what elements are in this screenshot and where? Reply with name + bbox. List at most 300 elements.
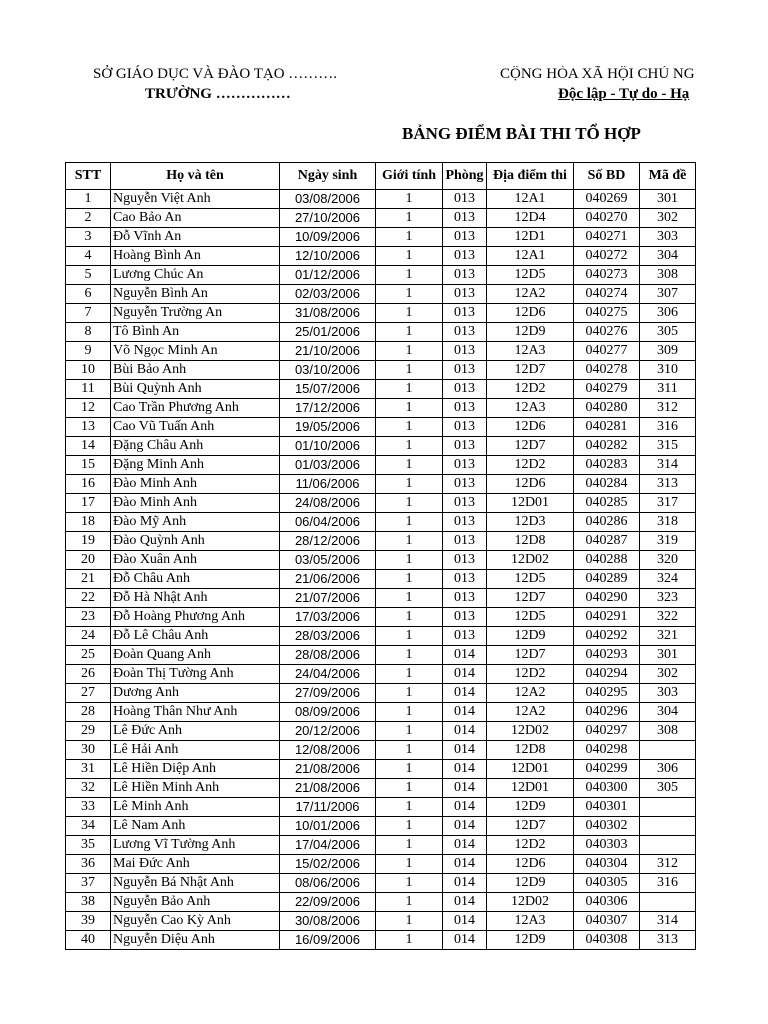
cell-dob: 17/11/2006: [280, 798, 376, 817]
cell-sbd: 040284: [574, 475, 640, 494]
cell-exam-code: 314: [640, 456, 696, 475]
score-table: [65, 162, 696, 950]
cell-name: Đỗ Hoàng Phương Anh: [111, 608, 280, 627]
table-row: [66, 266, 696, 285]
cell-exam-code: 305: [640, 779, 696, 798]
cell-sbd: 040291: [574, 608, 640, 627]
cell-room: 014: [443, 779, 487, 798]
table-row: [66, 684, 696, 703]
cell-stt: 31: [66, 760, 111, 779]
cell-gender: 1: [376, 266, 443, 285]
cell-name: Đỗ Vĩnh An: [111, 228, 280, 247]
page-title: BẢNG ĐIỂM BÀI THI TỔ HỢP: [402, 124, 641, 143]
table-row: [66, 285, 696, 304]
cell-location: 12A1: [487, 190, 574, 209]
cell-gender: 1: [376, 646, 443, 665]
col-header-room: Phòng: [443, 163, 487, 190]
table-row: [66, 722, 696, 741]
cell-dob: 21/08/2006: [280, 779, 376, 798]
cell-sbd: 040275: [574, 304, 640, 323]
cell-exam-code: 323: [640, 589, 696, 608]
cell-room: 013: [443, 266, 487, 285]
cell-dob: 10/01/2006: [280, 817, 376, 836]
cell-stt: 28: [66, 703, 111, 722]
cell-dob: 03/10/2006: [280, 361, 376, 380]
cell-room: 014: [443, 722, 487, 741]
cell-exam-code: 303: [640, 228, 696, 247]
cell-room: 013: [443, 342, 487, 361]
cell-location: 12D7: [487, 646, 574, 665]
cell-room: 014: [443, 741, 487, 760]
cell-stt: 22: [66, 589, 111, 608]
cell-gender: 1: [376, 285, 443, 304]
cell-room: 014: [443, 798, 487, 817]
cell-sbd: 040290: [574, 589, 640, 608]
table-row: [66, 817, 696, 836]
cell-stt: 27: [66, 684, 111, 703]
cell-sbd: 040294: [574, 665, 640, 684]
cell-name: Cao Vũ Tuấn Anh: [111, 418, 280, 437]
cell-location: 12A2: [487, 684, 574, 703]
cell-dob: 24/04/2006: [280, 665, 376, 684]
cell-location: 12D5: [487, 266, 574, 285]
cell-exam-code: 324: [640, 570, 696, 589]
cell-name: Mai Đức Anh: [111, 855, 280, 874]
table-body: [66, 190, 696, 950]
cell-room: 013: [443, 551, 487, 570]
cell-gender: 1: [376, 893, 443, 912]
cell-dob: 12/08/2006: [280, 741, 376, 760]
cell-name: Đỗ Hà Nhật Anh: [111, 589, 280, 608]
cell-location: 12D2: [487, 836, 574, 855]
cell-exam-code: 321: [640, 627, 696, 646]
cell-exam-code: 315: [640, 437, 696, 456]
cell-exam-code: 304: [640, 703, 696, 722]
table-row: [66, 418, 696, 437]
cell-gender: 1: [376, 361, 443, 380]
cell-room: 014: [443, 665, 487, 684]
cell-exam-code: 318: [640, 513, 696, 532]
cell-room: 013: [443, 323, 487, 342]
cell-name: Bùi Quỳnh Anh: [111, 380, 280, 399]
cell-exam-code: 314: [640, 912, 696, 931]
cell-stt: 25: [66, 646, 111, 665]
cell-sbd: 040287: [574, 532, 640, 551]
cell-location: 12D6: [487, 475, 574, 494]
cell-stt: 36: [66, 855, 111, 874]
cell-name: Nguyễn Bảo Anh: [111, 893, 280, 912]
cell-dob: 21/08/2006: [280, 760, 376, 779]
col-header-location: Địa điểm thi: [487, 163, 574, 190]
table-row: [66, 437, 696, 456]
cell-sbd: 040305: [574, 874, 640, 893]
cell-dob: 28/08/2006: [280, 646, 376, 665]
table-row: [66, 931, 696, 950]
cell-location: 12D6: [487, 418, 574, 437]
cell-sbd: 040286: [574, 513, 640, 532]
cell-dob: 17/12/2006: [280, 399, 376, 418]
table-row: [66, 456, 696, 475]
cell-exam-code: 311: [640, 380, 696, 399]
cell-stt: 33: [66, 798, 111, 817]
cell-dob: 03/08/2006: [280, 190, 376, 209]
cell-stt: 3: [66, 228, 111, 247]
cell-dob: 10/09/2006: [280, 228, 376, 247]
cell-location: 12D9: [487, 627, 574, 646]
cell-stt: 1: [66, 190, 111, 209]
republic-heading: CỘNG HÒA XÃ HỘI CHỦ NG: [500, 66, 695, 82]
cell-dob: 17/04/2006: [280, 836, 376, 855]
cell-exam-code: 312: [640, 399, 696, 418]
cell-room: 013: [443, 361, 487, 380]
cell-gender: 1: [376, 304, 443, 323]
cell-stt: 38: [66, 893, 111, 912]
table-row: [66, 361, 696, 380]
table-row: [66, 855, 696, 874]
cell-location: 12D1: [487, 228, 574, 247]
cell-name: Nguyễn Diệu Anh: [111, 931, 280, 950]
cell-room: 013: [443, 532, 487, 551]
col-header-exam-code: Mã đề: [640, 163, 696, 190]
cell-sbd: 040292: [574, 627, 640, 646]
cell-dob: 20/12/2006: [280, 722, 376, 741]
cell-exam-code: [640, 893, 696, 912]
cell-name: Đoàn Quang Anh: [111, 646, 280, 665]
col-header-dob: Ngày sinh: [280, 163, 376, 190]
cell-stt: 40: [66, 931, 111, 950]
cell-location: 12D2: [487, 380, 574, 399]
cell-location: 12D6: [487, 855, 574, 874]
table-row: [66, 228, 696, 247]
cell-sbd: 040272: [574, 247, 640, 266]
cell-stt: 39: [66, 912, 111, 931]
cell-exam-code: [640, 817, 696, 836]
col-header-stt: STT: [66, 163, 111, 190]
cell-dob: 22/09/2006: [280, 893, 376, 912]
table-row: [66, 551, 696, 570]
cell-room: 013: [443, 627, 487, 646]
cell-location: 12A3: [487, 912, 574, 931]
cell-room: 013: [443, 608, 487, 627]
cell-room: 014: [443, 912, 487, 931]
cell-name: Nguyễn Trường An: [111, 304, 280, 323]
table-row: [66, 513, 696, 532]
cell-stt: 5: [66, 266, 111, 285]
cell-location: 12D5: [487, 570, 574, 589]
cell-name: Đào Mỹ Anh: [111, 513, 280, 532]
cell-room: 013: [443, 209, 487, 228]
cell-name: Lê Hải Anh: [111, 741, 280, 760]
cell-room: 014: [443, 931, 487, 950]
table-row: [66, 741, 696, 760]
cell-gender: 1: [376, 798, 443, 817]
cell-location: 12A2: [487, 703, 574, 722]
cell-name: Dương Anh: [111, 684, 280, 703]
cell-dob: 30/08/2006: [280, 912, 376, 931]
cell-stt: 35: [66, 836, 111, 855]
cell-room: 013: [443, 304, 487, 323]
cell-gender: 1: [376, 380, 443, 399]
cell-exam-code: 306: [640, 304, 696, 323]
cell-gender: 1: [376, 684, 443, 703]
cell-room: 013: [443, 456, 487, 475]
cell-room: 013: [443, 247, 487, 266]
cell-name: Nguyễn Cao Kỳ Anh: [111, 912, 280, 931]
cell-room: 013: [443, 399, 487, 418]
cell-dob: 11/06/2006: [280, 475, 376, 494]
cell-gender: 1: [376, 399, 443, 418]
cell-name: Hoàng Thân Như Anh: [111, 703, 280, 722]
cell-stt: 6: [66, 285, 111, 304]
cell-dob: 03/05/2006: [280, 551, 376, 570]
cell-stt: 4: [66, 247, 111, 266]
cell-sbd: 040278: [574, 361, 640, 380]
cell-gender: 1: [376, 475, 443, 494]
cell-exam-code: 308: [640, 266, 696, 285]
cell-stt: 11: [66, 380, 111, 399]
cell-exam-code: 301: [640, 646, 696, 665]
col-header-gender: Giới tính: [376, 163, 443, 190]
cell-gender: 1: [376, 836, 443, 855]
cell-room: 013: [443, 285, 487, 304]
cell-dob: 01/12/2006: [280, 266, 376, 285]
cell-gender: 1: [376, 437, 443, 456]
cell-location: 12D2: [487, 665, 574, 684]
table-row: [66, 703, 696, 722]
department-heading: SỞ GIÁO DỤC VÀ ĐÀO TẠO ……….: [93, 66, 338, 82]
cell-name: Võ Ngọc Minh An: [111, 342, 280, 361]
cell-gender: 1: [376, 931, 443, 950]
cell-room: 013: [443, 475, 487, 494]
table-row: [66, 532, 696, 551]
cell-room: 014: [443, 893, 487, 912]
cell-dob: 02/03/2006: [280, 285, 376, 304]
cell-dob: 28/12/2006: [280, 532, 376, 551]
cell-gender: 1: [376, 494, 443, 513]
cell-exam-code: 322: [640, 608, 696, 627]
table-row: [66, 247, 696, 266]
cell-exam-code: 301: [640, 190, 696, 209]
cell-location: 12D9: [487, 323, 574, 342]
cell-sbd: 040306: [574, 893, 640, 912]
cell-room: 013: [443, 437, 487, 456]
cell-exam-code: 308: [640, 722, 696, 741]
cell-gender: 1: [376, 760, 443, 779]
cell-sbd: 040279: [574, 380, 640, 399]
cell-room: 014: [443, 817, 487, 836]
table-row: [66, 912, 696, 931]
cell-gender: 1: [376, 722, 443, 741]
cell-room: 013: [443, 494, 487, 513]
cell-name: Đỗ Châu Anh: [111, 570, 280, 589]
cell-location: 12A1: [487, 247, 574, 266]
cell-dob: 21/10/2006: [280, 342, 376, 361]
cell-gender: 1: [376, 703, 443, 722]
table-row: [66, 874, 696, 893]
cell-gender: 1: [376, 874, 443, 893]
cell-location: 12D3: [487, 513, 574, 532]
table-row: [66, 589, 696, 608]
cell-exam-code: 307: [640, 285, 696, 304]
cell-gender: 1: [376, 741, 443, 760]
cell-gender: 1: [376, 209, 443, 228]
cell-room: 014: [443, 703, 487, 722]
cell-gender: 1: [376, 418, 443, 437]
table-row: [66, 323, 696, 342]
cell-stt: 24: [66, 627, 111, 646]
table-row: [66, 399, 696, 418]
cell-exam-code: 309: [640, 342, 696, 361]
cell-exam-code: 302: [640, 209, 696, 228]
cell-stt: 37: [66, 874, 111, 893]
cell-stt: 17: [66, 494, 111, 513]
table-row: [66, 836, 696, 855]
cell-gender: 1: [376, 589, 443, 608]
cell-stt: 23: [66, 608, 111, 627]
cell-location: 12D01: [487, 779, 574, 798]
cell-gender: 1: [376, 228, 443, 247]
cell-dob: 27/09/2006: [280, 684, 376, 703]
cell-sbd: 040302: [574, 817, 640, 836]
cell-name: Đặng Minh Anh: [111, 456, 280, 475]
cell-exam-code: 310: [640, 361, 696, 380]
table-row: [66, 570, 696, 589]
cell-dob: 01/03/2006: [280, 456, 376, 475]
cell-exam-code: 304: [640, 247, 696, 266]
cell-gender: 1: [376, 323, 443, 342]
cell-location: 12A3: [487, 399, 574, 418]
cell-gender: 1: [376, 817, 443, 836]
cell-gender: 1: [376, 665, 443, 684]
cell-stt: 14: [66, 437, 111, 456]
cell-room: 013: [443, 228, 487, 247]
table-row: [66, 494, 696, 513]
cell-name: Hoàng Bình An: [111, 247, 280, 266]
cell-exam-code: 316: [640, 418, 696, 437]
cell-sbd: 040269: [574, 190, 640, 209]
cell-dob: 15/02/2006: [280, 855, 376, 874]
cell-stt: 2: [66, 209, 111, 228]
cell-dob: 15/07/2006: [280, 380, 376, 399]
cell-sbd: 040297: [574, 722, 640, 741]
table-row: [66, 665, 696, 684]
cell-gender: 1: [376, 513, 443, 532]
cell-sbd: 040270: [574, 209, 640, 228]
cell-exam-code: 316: [640, 874, 696, 893]
table-row: [66, 342, 696, 361]
cell-gender: 1: [376, 190, 443, 209]
cell-dob: 08/09/2006: [280, 703, 376, 722]
cell-name: Đào Minh Anh: [111, 494, 280, 513]
cell-location: 12D2: [487, 456, 574, 475]
cell-location: 12D8: [487, 741, 574, 760]
cell-exam-code: 303: [640, 684, 696, 703]
cell-dob: 27/10/2006: [280, 209, 376, 228]
cell-location: 12D5: [487, 608, 574, 627]
cell-location: 12D02: [487, 722, 574, 741]
cell-room: 013: [443, 418, 487, 437]
cell-gender: 1: [376, 570, 443, 589]
cell-room: 014: [443, 684, 487, 703]
cell-name: Nguyễn Bá Nhật Anh: [111, 874, 280, 893]
cell-sbd: 040296: [574, 703, 640, 722]
cell-stt: 26: [66, 665, 111, 684]
cell-stt: 9: [66, 342, 111, 361]
cell-sbd: 040307: [574, 912, 640, 931]
cell-sbd: 040303: [574, 836, 640, 855]
cell-room: 013: [443, 190, 487, 209]
table-row: [66, 646, 696, 665]
cell-location: 12D9: [487, 931, 574, 950]
cell-location: 12D6: [487, 304, 574, 323]
cell-sbd: 040299: [574, 760, 640, 779]
cell-stt: 19: [66, 532, 111, 551]
cell-room: 014: [443, 760, 487, 779]
cell-sbd: 040282: [574, 437, 640, 456]
cell-name: Cao Trần Phương Anh: [111, 399, 280, 418]
cell-stt: 29: [66, 722, 111, 741]
cell-gender: 1: [376, 551, 443, 570]
cell-exam-code: [640, 836, 696, 855]
cell-gender: 1: [376, 342, 443, 361]
cell-gender: 1: [376, 912, 443, 931]
cell-exam-code: 320: [640, 551, 696, 570]
cell-location: 12D7: [487, 361, 574, 380]
cell-exam-code: [640, 798, 696, 817]
cell-sbd: 040276: [574, 323, 640, 342]
table-row: [66, 760, 696, 779]
cell-name: Lê Đức Anh: [111, 722, 280, 741]
cell-dob: 12/10/2006: [280, 247, 376, 266]
cell-name: Đặng Châu Anh: [111, 437, 280, 456]
cell-dob: 01/10/2006: [280, 437, 376, 456]
cell-location: 12A3: [487, 342, 574, 361]
table-row: [66, 380, 696, 399]
cell-stt: 10: [66, 361, 111, 380]
cell-name: Nguyễn Việt Anh: [111, 190, 280, 209]
cell-sbd: 040289: [574, 570, 640, 589]
cell-name: Lê Nam Anh: [111, 817, 280, 836]
cell-sbd: 040295: [574, 684, 640, 703]
cell-name: Lương Chúc An: [111, 266, 280, 285]
cell-exam-code: 319: [640, 532, 696, 551]
cell-room: 014: [443, 646, 487, 665]
cell-name: Lê Hiền Diệp Anh: [111, 760, 280, 779]
cell-sbd: 040273: [574, 266, 640, 285]
table-row: [66, 209, 696, 228]
cell-exam-code: [640, 741, 696, 760]
cell-stt: 32: [66, 779, 111, 798]
table-row: [66, 304, 696, 323]
cell-stt: 16: [66, 475, 111, 494]
cell-stt: 7: [66, 304, 111, 323]
cell-exam-code: 305: [640, 323, 696, 342]
cell-sbd: 040281: [574, 418, 640, 437]
cell-room: 013: [443, 513, 487, 532]
cell-location: 12D7: [487, 437, 574, 456]
cell-sbd: 040277: [574, 342, 640, 361]
cell-exam-code: 302: [640, 665, 696, 684]
table-row: [66, 779, 696, 798]
cell-sbd: 040280: [574, 399, 640, 418]
cell-dob: 08/06/2006: [280, 874, 376, 893]
table-row: [66, 627, 696, 646]
cell-dob: 21/07/2006: [280, 589, 376, 608]
cell-location: 12D01: [487, 760, 574, 779]
cell-dob: 17/03/2006: [280, 608, 376, 627]
cell-name: Lê Minh Anh: [111, 798, 280, 817]
table-row: [66, 798, 696, 817]
